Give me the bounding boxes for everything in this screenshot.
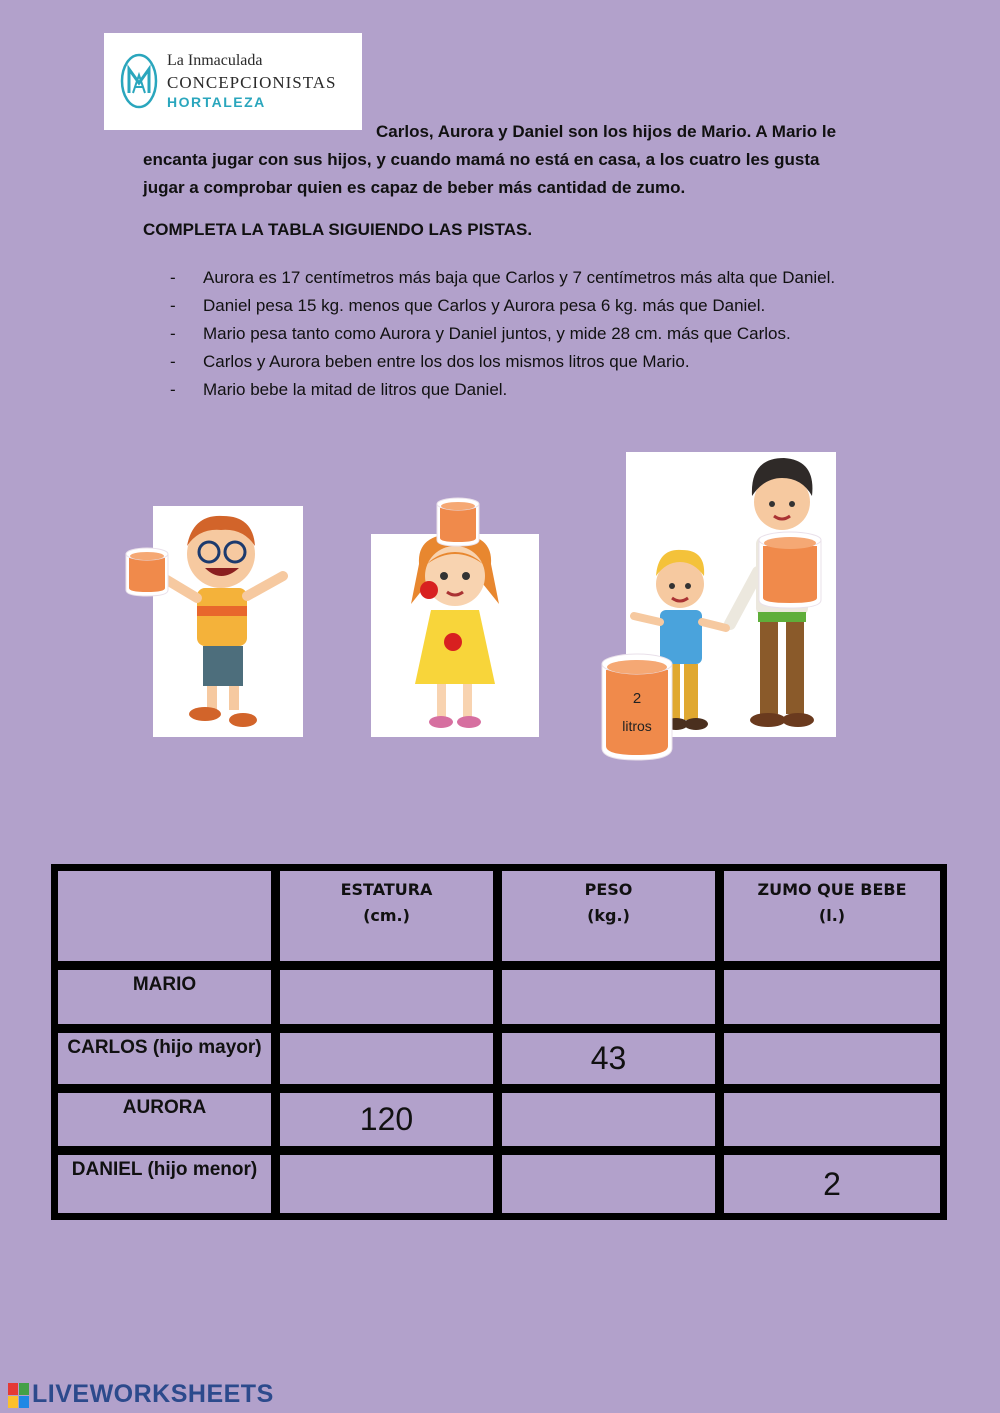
logo-line-1: La Inmaculada [167, 52, 263, 69]
input-aurora-peso[interactable] [499, 1090, 718, 1149]
input-carlos-zumo[interactable] [721, 1030, 943, 1087]
header-peso [499, 868, 718, 964]
row-label-carlos: CARLOS (hijo mayor) [55, 1030, 274, 1087]
header-estatura-title: ESTATURA [340, 880, 433, 899]
clue-text: Daniel pesa 15 kg. menos que Carlos y Aurora pesa 6 kg. más que Daniel. [203, 296, 766, 315]
liveworksheets-brand[interactable]: LIVEWORKSHEETS [32, 1380, 274, 1408]
intro-line-3: jugar a comprobar quien es capaz de beber más cantidad de zumo. [143, 178, 686, 197]
clue-list [170, 264, 870, 404]
clue-text: Mario pesa tanto como Aurora y Daniel juntos, y mide 28 cm. más que Carlos. [203, 324, 791, 343]
table-corner-cell [55, 868, 274, 964]
input-carlos-estatura[interactable] [277, 1030, 496, 1087]
clue-text: Carlos y Aurora beben entre los dos los mismos litros que Mario. [203, 352, 690, 371]
juice-cup-icon [757, 530, 823, 610]
juice-cup-icon [600, 652, 674, 762]
aurora-picture [371, 534, 539, 737]
clue-item: - Mario bebe la mitad de litros que Daniel. [170, 380, 508, 399]
header-estatura-unit: (cm.) [363, 906, 410, 925]
clue-text: Aurora es 17 centímetros más baja que Carlos y 7 centímetros más alta que Daniel. [203, 268, 836, 287]
row-label-daniel: DANIEL (hijo menor) [55, 1152, 274, 1216]
juice-cup-icon [124, 546, 170, 598]
input-mario-peso[interactable] [499, 967, 718, 1027]
logo-line-3: HORTALEZA [167, 94, 266, 110]
daniel-zumo-value: 2 [721, 1152, 943, 1216]
intro-line-2: encanta jugar con sus hijos, y cuando mamá no está en casa, a los cuatro les gusta [143, 150, 820, 169]
input-daniel-estatura[interactable] [277, 1152, 496, 1216]
clue-item: - Daniel pesa 15 kg. menos que Carlos y Aurora pesa 6 kg. más que Daniel. [170, 296, 766, 315]
header-estatura [277, 868, 496, 964]
boy-with-glasses-icon [153, 506, 303, 737]
intro-line-1: Carlos, Aurora y Daniel son los hijos de Mario. A Mario le [376, 122, 837, 141]
row-label-mario: MARIO [55, 967, 274, 1027]
juice-cup-icon [435, 496, 481, 548]
header-zumo-title: ZUMO QUE BEBE [757, 880, 907, 899]
input-mario-zumo[interactable] [721, 967, 943, 1027]
clue-item: - Carlos y Aurora beben entre los dos los mismos litros que Mario. [170, 352, 690, 371]
clue-item: - Mario pesa tanto como Aurora y Daniel juntos, y mide 28 cm. más que Carlos. [170, 324, 791, 343]
juice-cup-carlos [124, 546, 170, 603]
data-table [51, 864, 947, 1220]
input-aurora-zumo[interactable] [721, 1090, 943, 1149]
aurora-estatura-value: 120 [277, 1090, 496, 1149]
cup-label-unit: litros [622, 718, 652, 734]
header-peso-unit: (kg.) [587, 906, 630, 925]
girl-with-apple-icon [371, 534, 539, 737]
cup-label-number: 2 [632, 690, 642, 707]
clue-text: Mario bebe la mitad de litros que Daniel. [203, 380, 508, 399]
clue-item: - Aurora es 17 centímetros más baja que Carlos y 7 centímetros más alta que Daniel. [170, 268, 836, 287]
logo-line-2: CONCEPCIONISTAS [167, 73, 337, 92]
juice-cup-aurora [435, 496, 481, 553]
header-zumo-unit: (l.) [818, 906, 846, 925]
liveworksheets-logo-icon [8, 1383, 30, 1409]
header-zumo [721, 868, 943, 964]
juice-cup-mario [757, 530, 823, 615]
header-peso-title: PESO [584, 880, 633, 899]
input-daniel-peso[interactable] [499, 1152, 718, 1216]
carlos-peso-value: 43 [499, 1030, 718, 1087]
monogram-icon [120, 53, 158, 109]
instruction-heading: COMPLETA LA TABLA SIGUIENDO LAS PISTAS. [143, 220, 533, 239]
juice-cup-daniel [600, 652, 674, 767]
carlos-picture [153, 506, 303, 737]
input-mario-estatura[interactable] [277, 967, 496, 1027]
row-label-aurora: AURORA [55, 1090, 274, 1149]
school-logo [104, 33, 362, 130]
